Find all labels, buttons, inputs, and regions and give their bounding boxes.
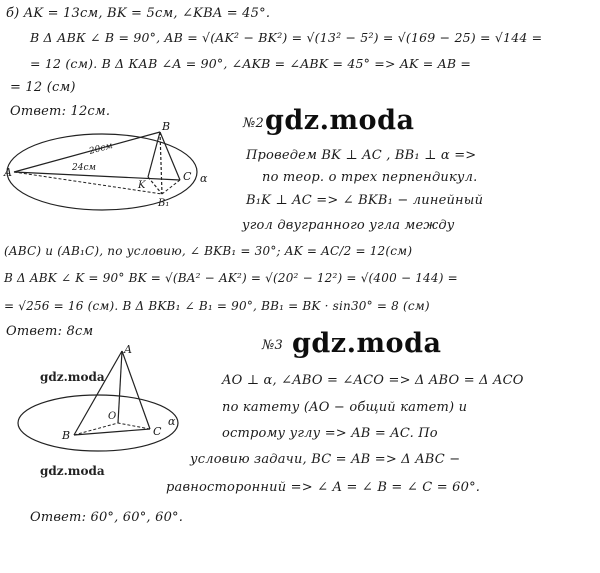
label-c: C — [153, 425, 162, 438]
part-b-line-3: = 12 (см). В Δ КАВ ∠A = 90°, ∠AKB = ∠ABK = 45° => AK = AB = — [30, 56, 472, 71]
watermark-gdz-moda: gdz.moda — [265, 105, 415, 136]
part-b-line-4: = 12 (см) — [10, 80, 76, 95]
problem-3-line-4: условию задачи, BC = AB => Δ ABC − — [190, 452, 461, 467]
label-b1: B₁ — [158, 198, 170, 209]
problem-3-answer: Ответ: 60°, 60°, 60°. — [30, 510, 184, 525]
label-k: K — [138, 180, 146, 191]
label-b: B — [62, 429, 71, 442]
problem-2-line-6: В Δ ABK ∠ K = 90° BK = √(BA² − AK²) = √(20² − 12²) = √(400 − 144) = — [4, 271, 458, 285]
label-b: B — [162, 120, 171, 133]
label-c: C — [183, 170, 192, 183]
problem-3-line-3: острому углу => AB = AC. По — [222, 426, 438, 441]
label-alpha: α — [200, 172, 208, 185]
part-b-line-1: б) AK = 13см, BK = 5см, ∠KBA = 45°. — [6, 6, 271, 21]
problem-2-figure — [2, 120, 222, 215]
length-ab: 20см — [88, 141, 114, 157]
problem-2-line-1: Проведем BK ⊥ AC , BB₁ ⊥ α => — [246, 148, 477, 163]
problem-2-number: №2 — [243, 116, 264, 131]
problem-3-line-2: по катету (AO − общий катет) и — [222, 400, 468, 415]
problem-2-line-5: (ABC) и (AB₁C), по условию, ∠ BKB₁ = 30°; AK = AC/2 = 12(см) — [4, 244, 413, 258]
problem-3-number: №3 — [262, 338, 283, 353]
watermark-gdz-moda: gdz.moda — [292, 328, 442, 359]
problem-2-line-4: угол двугранного угла между — [242, 218, 455, 233]
problem-3-line-1: AO ⊥ α, ∠ABO = ∠ACO => Δ ABO = Δ ACO — [222, 373, 524, 388]
problem-2-line-2: по теор. о трех перпендикул. — [262, 170, 478, 185]
problem-2-answer: Ответ: 8см — [6, 324, 94, 339]
problem-2-line-3: B₁K ⊥ AC => ∠ BKB₁ − линейный — [246, 193, 484, 208]
watermark-gdz-moda-small: gdz.moda — [40, 370, 105, 384]
label-a: A — [124, 345, 132, 356]
problem-2-line-7: = √256 = 16 (см). В Δ BKB₁ ∠ B₁ = 90°, BB₁ = BK · sin30° = 8 (см) — [4, 299, 430, 313]
length-ak: 24см — [72, 163, 96, 173]
label-o: O — [108, 411, 117, 422]
label-alpha: α — [168, 415, 176, 428]
problem-3-figure — [10, 345, 185, 455]
problem-3-line-5: равносторонний => ∠ A = ∠ B = ∠ C = 60°. — [166, 480, 481, 495]
watermark-gdz-moda-small: gdz.moda — [40, 464, 105, 478]
part-b-line-2: В Δ АВК ∠ B = 90°, AB = √(AK² − BK²) = √(13² − 5²) = √(169 − 25) = √144 = — [30, 30, 543, 45]
part-b-answer: Ответ: 12см. — [10, 104, 111, 119]
label-a: A — [4, 166, 12, 179]
